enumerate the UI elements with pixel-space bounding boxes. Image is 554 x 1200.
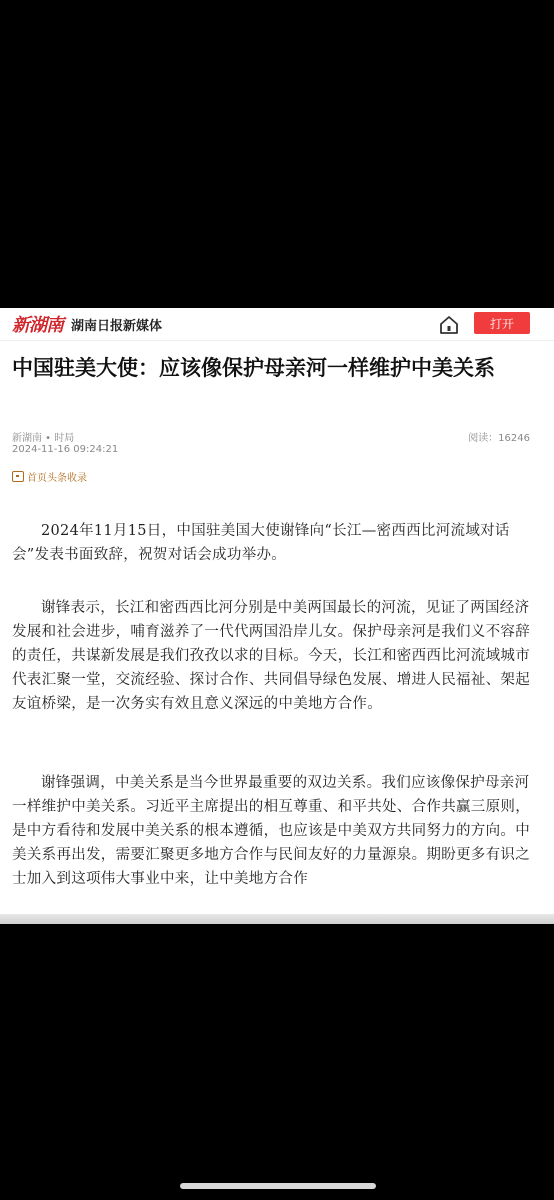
site-name: 湖南日报新媒体 (71, 318, 163, 334)
bottom-strip (0, 914, 554, 924)
collect-badge[interactable] (12, 469, 87, 484)
collect-label: 首页头条收录 (27, 473, 87, 484)
article-paragraph: 谢锋强调，中美关系是当今世界最重要的双边关系。我们应该像保护母亲河一样维护中美关系。习近平主席提出的相互尊重、和平共处、合作共赢三原则，是中方看待和发展中美关系的根本遵循，也应该是中美双方共同努力的方向。中美关系再出发，需要汇聚更多地方合作与民间友好的力量源泉。期盼更多有识之士加入到这项伟大事业中来，让中美地方合作 (12, 775, 530, 887)
article-title: 中国驻美大使：应该像保护母亲河一样维护中美关系 (12, 356, 495, 380)
article-paragraph: 2024年11月15日，中国驻美国大使谢锋向“长江—密西西比河流域对话会”发表书面致辞，祝贺对话会成功举办。 (12, 523, 510, 563)
home-indicator[interactable] (180, 1183, 376, 1189)
article-paragraph: 谢锋表示，长江和密西西比河分别是中美两国最长的河流，见证了两国经济发展和社会进步，哺育滋养了一代代两国沿岸儿女。保护母亲河是我们义不容辞的责任，共谋新发展是我们孜孜以求的目标。今天，长江和密西西比河流域城市代表汇聚一堂，交流经验、探讨合作、共同倡导绿色发展、增进人民福祉、架起友谊桥梁，是一次务实有效且意义深远的中美地方合作。 (12, 600, 530, 712)
article-source: 新湖南 • 时局 (12, 433, 75, 444)
app-header (0, 308, 554, 341)
app-logo: 新湖南 (12, 315, 63, 336)
open-app-button[interactable]: 打开 (474, 312, 530, 334)
article-date: 2024-11-16 09:24:21 (12, 444, 119, 455)
article-screenshot (0, 308, 554, 924)
read-count: 阅读：16246 (468, 433, 530, 444)
home-icon[interactable] (438, 314, 460, 336)
collect-icon (12, 471, 24, 482)
